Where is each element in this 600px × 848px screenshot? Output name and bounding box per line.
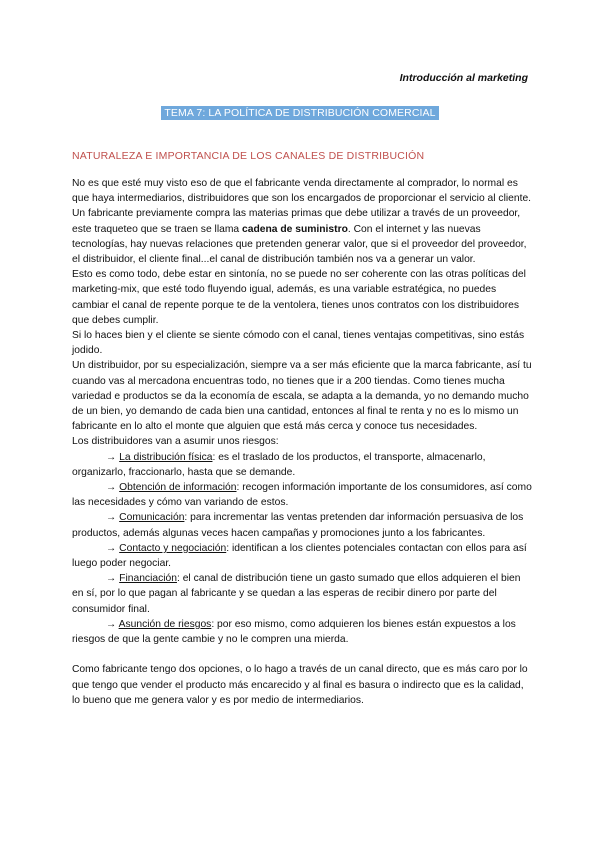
risk-item <box>72 617 532 647</box>
risk-term: Obtención de información <box>119 482 237 494</box>
bold-term: cadena de suministro <box>242 223 348 235</box>
paragraph: Un distribuidor, por su especialización, siempre va a ser más eficiente que la marca fabricante, así tu cuando vas al mercadona encuentras todo, no tienes que ir a 200 tiendas. Como tienes mucha variedad e productos se da la economía de escala, se adapta a la demanda, yo no demando mucho de un bien, yo demando de cada bien una cantidad, entonces al final te renta y no es lo mismo un fabricante en lo alto el monte que alguien que está más cerca y conoce tus necesidades. <box>72 360 532 433</box>
arrow-icon: → <box>106 618 119 630</box>
risk-text: : por eso mismo, como adquieren los bienes están expuestos a los riesgos de que la gente cambie y no le compren una mierda. <box>72 618 516 646</box>
arrow-icon: → <box>106 542 120 554</box>
risk-term: Asunción de riesgos <box>118 618 212 630</box>
arrow-icon: → <box>106 451 120 463</box>
chapter-title: TEMA 7: LA POLÍTICA DE DISTRIBUCIÓN COMERCIAL <box>161 106 438 120</box>
paragraph: Esto es como todo, debe estar en sintonía, no se puede no ser coherente con las otras políticas del marketing-mix, que esté todo fluyendo igual, además, es una variable estratégica, no puedes cambiar el canal de repente porque te de la ventolera, tienes unos contratos con los distribuidores que debes cumplir. <box>72 269 526 326</box>
paragraph-text: Un fabricante previamente compra las materias primas que debe utilizar a través de un proveedor, este traqueteo que se traen se llama <box>72 208 521 235</box>
risk-term: Financiación <box>119 573 177 585</box>
risk-item <box>72 510 532 540</box>
paragraph: No es que esté muy visto eso de que el fabricante venda directamente al comprador, lo normal es que haya intermediarios, distribuidores que son los encargados de proporcionar el servicio al cliente. <box>72 178 532 205</box>
risk-text: : el canal de distribución tiene un gasto sumado que ellos adquieren el bien en sí, por lo que pagan al fabricante y se quedan a las esperas de recibir dinero por parte del consumidor final. <box>72 573 521 615</box>
risk-item <box>72 571 532 617</box>
arrow-icon: → <box>106 573 120 585</box>
spacer <box>72 647 532 662</box>
risk-text: : recogen información importante de los consumidores, así como las necesidades y cómo van variando de estos. <box>72 482 532 509</box>
risk-text: : para incrementar las ventas pretenden dar información persuasiva de los productos, además algunas veces hacen campañas y promociones junto a los fabricantes. <box>72 512 524 539</box>
risk-text: : identifican a los clientes potenciales contactan con ellos para así luego poder negociar. <box>72 542 527 570</box>
body-text <box>72 176 532 708</box>
arrow-icon: → <box>106 512 120 524</box>
paragraph-text: . Con el internet y las nuevas tecnologías, hay nuevas relaciones que pretenden generar valor, que si el proveedor del proveedor, el distribuidor, el cliente final...el canal de distribución también nos va a generar un valor. <box>72 223 527 266</box>
risk-term: Contacto y negociación <box>119 542 227 554</box>
risk-term: La distribución física <box>119 451 213 463</box>
risk-term: Comunicación <box>119 512 185 524</box>
paragraph: Los distribuidores van a asumir unos riesgos: <box>72 436 279 448</box>
paragraph: Si lo haces bien y el cliente se siente cómodo con el canal, tienes ventajas competitivas, sino estás jodido. <box>72 330 525 357</box>
risk-item <box>72 480 532 510</box>
arrow-icon: → <box>106 482 120 494</box>
section-heading: NATURALEZA E IMPORTANCIA DE LOS CANALES DE DISTRIBUCIÓN <box>72 150 425 162</box>
risk-text: : es el traslado de los productos, el transporte, almacenarlo, organizarlo, fraccionarlo, hasta que se demande. <box>72 451 486 478</box>
risk-item <box>72 450 532 480</box>
title-wrapper <box>0 103 600 121</box>
paragraph: Como fabricante tengo dos opciones, o lo hago a través de un canal directo, que es más caro por lo que tengo que vender el producto más encarecido y al final es basura o indirecto que es la calidad, lo bueno que me genera valor y es por medio de intermediarios. <box>72 664 528 706</box>
course-header: Introducción al marketing <box>399 72 528 84</box>
risk-item <box>72 541 532 571</box>
paragraph <box>72 206 532 267</box>
